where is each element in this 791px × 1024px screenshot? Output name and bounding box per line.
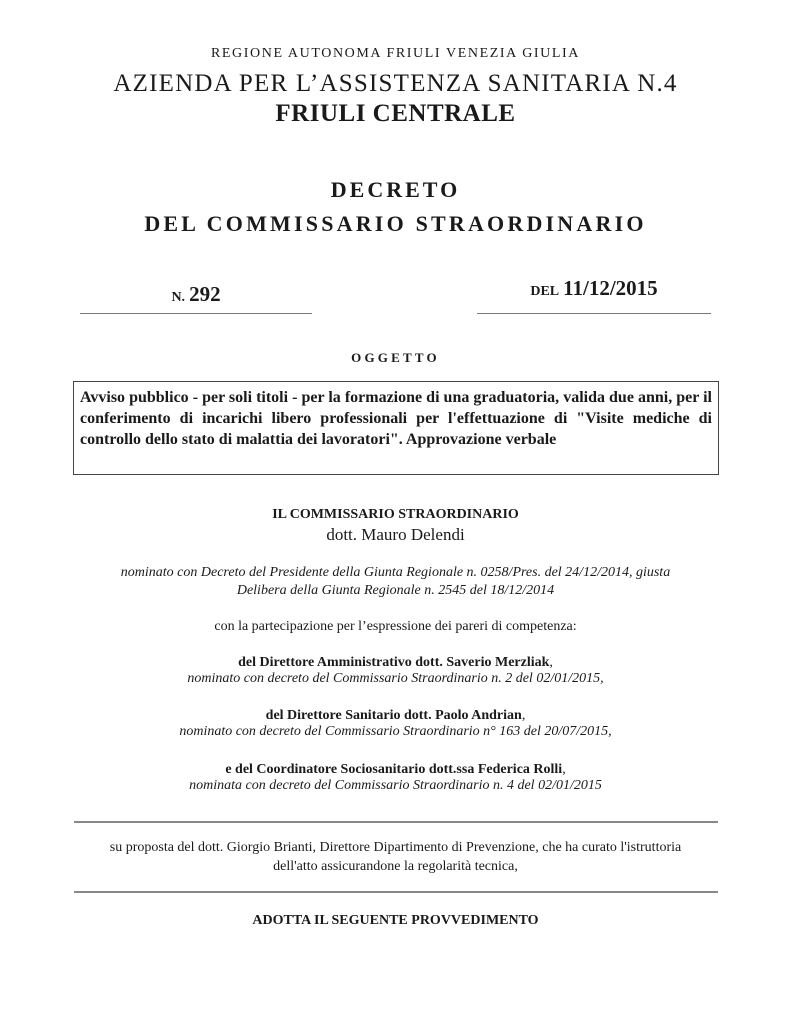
commissioner-name: dott. Mauro Delendi (326, 525, 465, 544)
director-admin-note: nominato con decreto del Commissario Straordinario n. 2 del 02/01/2015, (187, 671, 604, 686)
commissioner-role: IL COMMISSARIO STRAORDINARIO (272, 507, 519, 522)
decree-number (80, 282, 312, 307)
director-health-name: del Direttore Sanitario dott. Paolo Andrian (265, 708, 522, 723)
commissioner-appointment (0, 564, 791, 600)
coordinator-social-suffix: , (562, 762, 566, 777)
agency-area: FRIULI CENTRALE (275, 100, 516, 127)
decree-date-value: 11/12/2015 (563, 276, 658, 300)
director-health (0, 706, 791, 740)
proposal-text (0, 838, 791, 876)
director-admin (0, 653, 791, 687)
adopt-heading: ADOTTA IL SEGUENTE PROVVEDIMENTO (252, 913, 539, 928)
commissioner-appointment-line1: nominato con Decreto del Presidente della Giunta Regionale n. 0258/Pres. del 24/12/2014, giusta (120, 565, 671, 580)
director-admin-name: del Direttore Amministrativo dott. Saverio Merzliak (238, 655, 550, 670)
participation-text: con la partecipazione per l’espressione dei pareri di competenza: (214, 619, 577, 634)
document-subtitle: DEL COMMISSARIO STRAORDINARIO (144, 211, 647, 236)
decree-number-prefix: N. (171, 290, 186, 305)
separator-bottom (74, 891, 718, 893)
agency-name: AZIENDA PER L’ASSISTENZA SANITARIA N.4 (113, 70, 678, 97)
proposal-line2: dell'atto assicurandone la regolarità tecnica, (273, 859, 518, 874)
region-name: REGIONE AUTONOMA FRIULI VENEZIA GIULIA (210, 46, 581, 61)
subject-label: OGGETTO (351, 350, 440, 365)
coordinator-social-note: nominata con decreto del Commissario Straordinario n. 4 del 02/01/2015 (189, 778, 602, 793)
decree-date-prefix: DEL (530, 284, 560, 299)
decree-number-rule (80, 313, 312, 314)
proposal-line1: su proposta del dott. Giorgio Brianti, Direttore Dipartimento di Prevenzione, che ha curato l'istruttoria (109, 840, 682, 855)
director-admin-suffix: , (549, 655, 553, 670)
subject-box (73, 381, 719, 475)
subject-text: Avviso pubblico - per soli titoli - per la formazione di una graduatoria, valida due anni, per il conferimento di incarichi libero professionali per l'effettuazione di "Visite mediche di controllo dello stato di malattia dei lavoratori". Approvazione verbale (80, 389, 712, 448)
decree-date (477, 276, 711, 301)
director-health-suffix: , (521, 708, 526, 723)
coordinator-social (0, 760, 791, 794)
commissioner-appointment-line2: Delibera della Giunta Regionale n. 2545 del 18/12/2014 (236, 583, 555, 598)
coordinator-social-name: e del Coordinatore Sociosanitario dott.ssa Federica Rolli (225, 762, 563, 777)
document-title: DECRETO (330, 177, 461, 202)
decree-date-rule (477, 313, 711, 314)
director-health-note: nominato con decreto del Commissario Straordinario n° 163 del 20/07/2015, (179, 724, 612, 739)
separator-top (74, 821, 718, 823)
decree-number-value: 292 (189, 282, 221, 306)
